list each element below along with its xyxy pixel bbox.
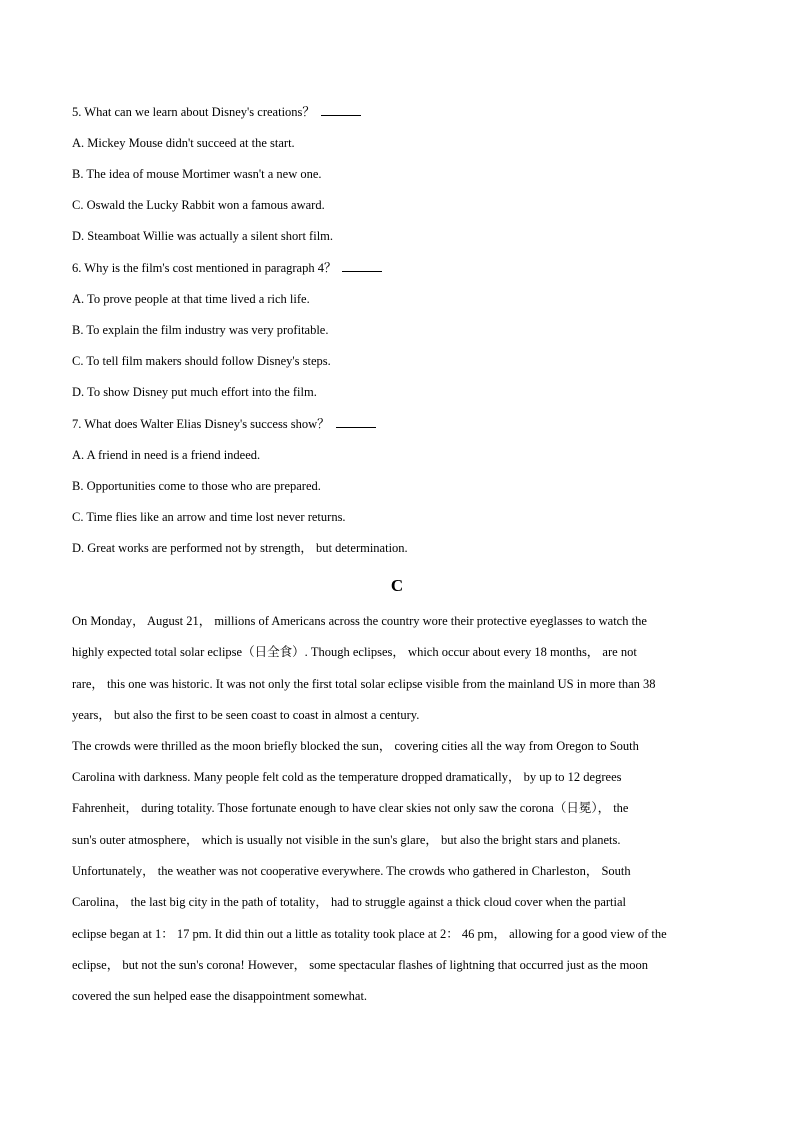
passage-line: The crowds were thrilled as the moon briefly blocked the sun， covering cities all the way from Oregon to South — [72, 739, 639, 753]
question-5-option-b: B. The idea of mouse Mortimer wasn't a new one. — [72, 167, 322, 181]
question-6-option-b: B. To explain the film industry was very profitable. — [72, 323, 329, 337]
question-7-stem — [72, 416, 376, 432]
question-7-text: 7. What does Walter Elias Disney's success show？ — [72, 417, 330, 431]
passage-line: covered the sun helped ease the disappointment somewhat. — [72, 989, 368, 1003]
passage-line: Unfortunately， the weather was not cooperative everywhere. The crowds who gathered in Charleston， South — [72, 864, 631, 878]
section-heading: C — [390, 576, 404, 595]
passage-line: On Monday， August 21， millions of Americans across the country wore their protective eyeglasses to watch the — [72, 614, 647, 628]
passage-line: years， but also the first to be seen coast to coast in almost a century. — [72, 708, 420, 722]
question-7-option-c: C. Time flies like an arrow and time lost never returns. — [72, 510, 346, 524]
question-7-option-a: A. A friend in need is a friend indeed. — [72, 448, 261, 462]
question-6-option-d: D. To show Disney put much effort into the film. — [72, 385, 317, 399]
question-6-option-a: A. To prove people at that time lived a rich life. — [72, 292, 310, 306]
question-5-option-d: D. Steamboat Willie was actually a silent short film. — [72, 229, 334, 243]
answer-blank-6[interactable] — [342, 260, 382, 272]
question-5-option-a: A. Mickey Mouse didn't succeed at the start. — [72, 136, 295, 150]
question-6-text: 6. Why is the film's cost mentioned in paragraph 4？ — [72, 261, 337, 275]
answer-blank-7[interactable] — [336, 416, 376, 428]
passage-line: highly expected total solar eclipse（日全食）. Though eclipses， which occur about every 18 months， are not — [72, 645, 637, 659]
question-5-stem — [72, 104, 361, 120]
passage-line: eclipse began at 1： 17 pm. It did thin out a little as totality took place at 2： 46 pm， allowing for a good view of the — [72, 927, 667, 941]
question-7-option-b: B. Opportunities come to those who are prepared. — [72, 479, 321, 493]
answer-blank-5[interactable] — [321, 104, 361, 116]
question-6-option-c: C. To tell film makers should follow Disney's steps. — [72, 354, 331, 368]
question-5-option-c: C. Oswald the Lucky Rabbit won a famous award. — [72, 198, 325, 212]
passage-line: sun's outer atmosphere， which is usually not visible in the sun's glare， but also the bright stars and planets. — [72, 833, 621, 847]
question-6-stem — [72, 260, 382, 276]
question-7-option-d: D. Great works are performed not by strength， but determination. — [72, 541, 408, 555]
passage-line: Carolina with darkness. Many people felt cold as the temperature dropped dramatically， by up to 12 degrees — [72, 770, 622, 784]
question-5-text: 5. What can we learn about Disney's creations？ — [72, 105, 315, 119]
passage-line: Carolina， the last big city in the path of totality， had to struggle against a thick cloud cover when the partial — [72, 895, 627, 909]
passage-line: eclipse， but not the sun's corona! However， some spectacular flashes of lightning that occurred just as the moon — [72, 958, 649, 972]
passage-line: rare， this one was historic. It was not only the first total solar eclipse visible from the mainland US in more than 38 — [72, 677, 656, 691]
passage-line: Fahrenheit， during totality. Those fortunate enough to have clear skies not only saw the corona（日冕）， the — [72, 801, 629, 815]
